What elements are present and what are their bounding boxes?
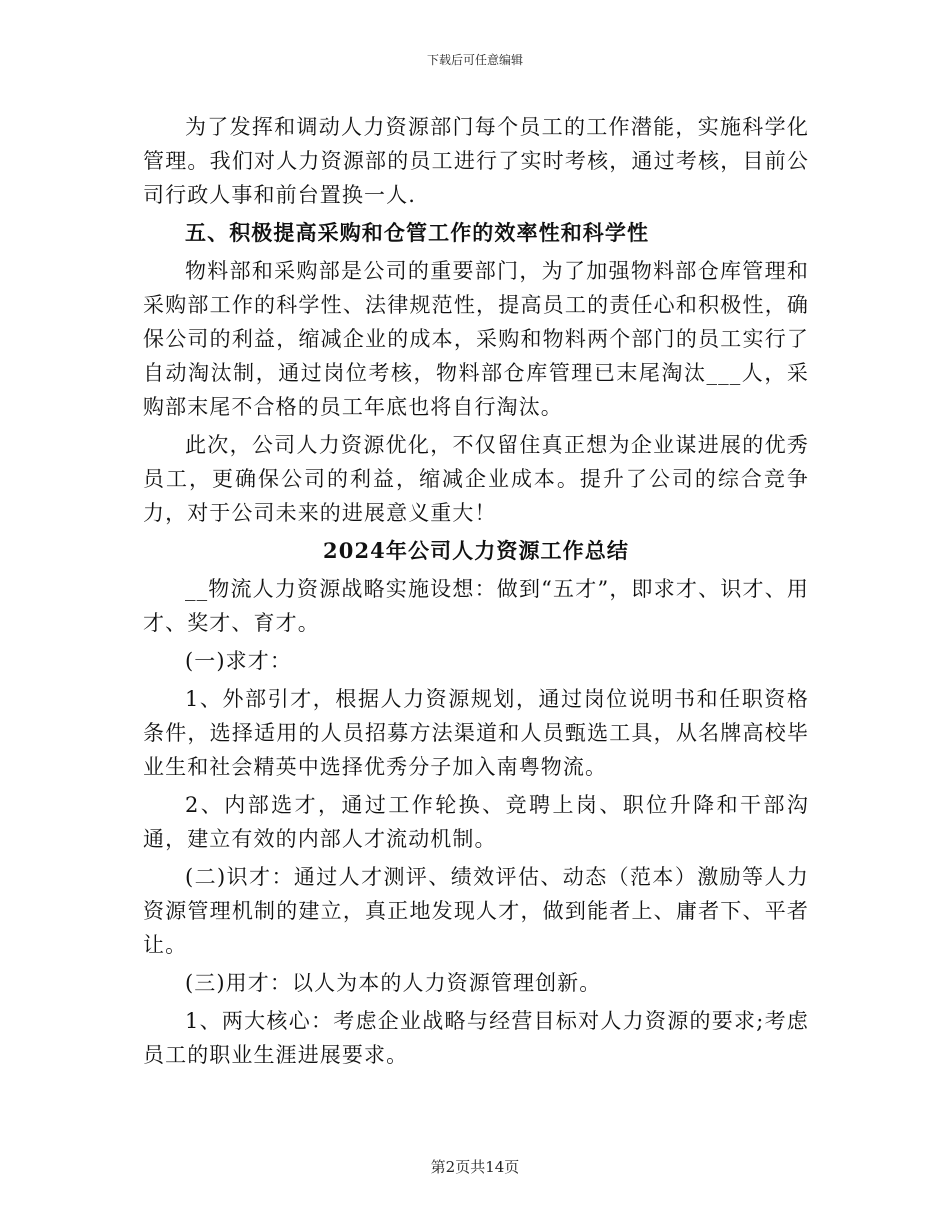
paragraph-external-recruit: 1、外部引才，根据人力资源规划，通过岗位说明书和任职资格条件，选择适用的人员招募方法渠道和人员甄选工具，从名牌高校毕业生和社会精英中选择优秀分子加入南粤物流。 (143, 687, 809, 779)
paragraph-two-cores: 1、两大核心：考虑企业战略与经营目标对人力资源的要求;考虑员工的职业生涯进展要求。 (143, 1009, 809, 1067)
paragraph-identify-talent: (二)识才：通过人才测评、绩效评估、动态（范本）激励等人力资源管理机制的建立，真正地发现人才，做到能者上、庸者下、平者让。 (143, 865, 809, 957)
paragraph-optimization: 此次，公司人力资源优化，不仅留住真正想为企业谋进展的优秀员工，更确保公司的利益，缩减企业成本。提升了公司的综合竞争力，对于公司未来的进展意义重大！ (143, 433, 809, 525)
page-header: 下载后可任意编辑 (426, 53, 523, 67)
document-title: 2024年公司人力资源工作总结 (323, 538, 629, 563)
document-body (143, 110, 809, 1072)
paragraph-internal-recruit: 2、内部选才，通过工作轮换、竞聘上岗、职位升降和干部沟通，建立有效的内部人才流动机制。 (143, 793, 809, 851)
paragraph-procurement: 物料部和采购部是公司的重要部门，为了加强物料部仓库管理和采购部工作的科学性、法律规范性，提高员工的责任心和积极性，确保公司的利益，缩减企业的成本，采购和物料两个部门的员工实行了自动淘汰制，通过岗位考核，物料部仓库管理已末尾淘汰___人，采购部末尾不合格的员工年底也将自行淘汰。 (143, 259, 809, 419)
paragraph-strategy: __物流人力资源战略实施设想：做到“五才”，即求才、识才、用才、奖才、育才。 (143, 577, 809, 635)
page-footer: 第2页共14页 (430, 1158, 520, 1176)
section-heading-procurement: 五、积极提高采购和仓管工作的效率性和科学性 (185, 220, 650, 245)
paragraph-use-talent: (三)用才：以人为本的人力资源管理创新。 (185, 971, 602, 995)
paragraph-hr-staff: 为了发挥和调动人力资源部门每个员工的工作潜能，实施科学化管理。我们对人力资源部的员工进行了实时考核，通过考核，目前公司行政人事和前台置换一人. (143, 115, 809, 207)
paragraph-seek-talent-heading: (一)求才： (185, 649, 292, 673)
